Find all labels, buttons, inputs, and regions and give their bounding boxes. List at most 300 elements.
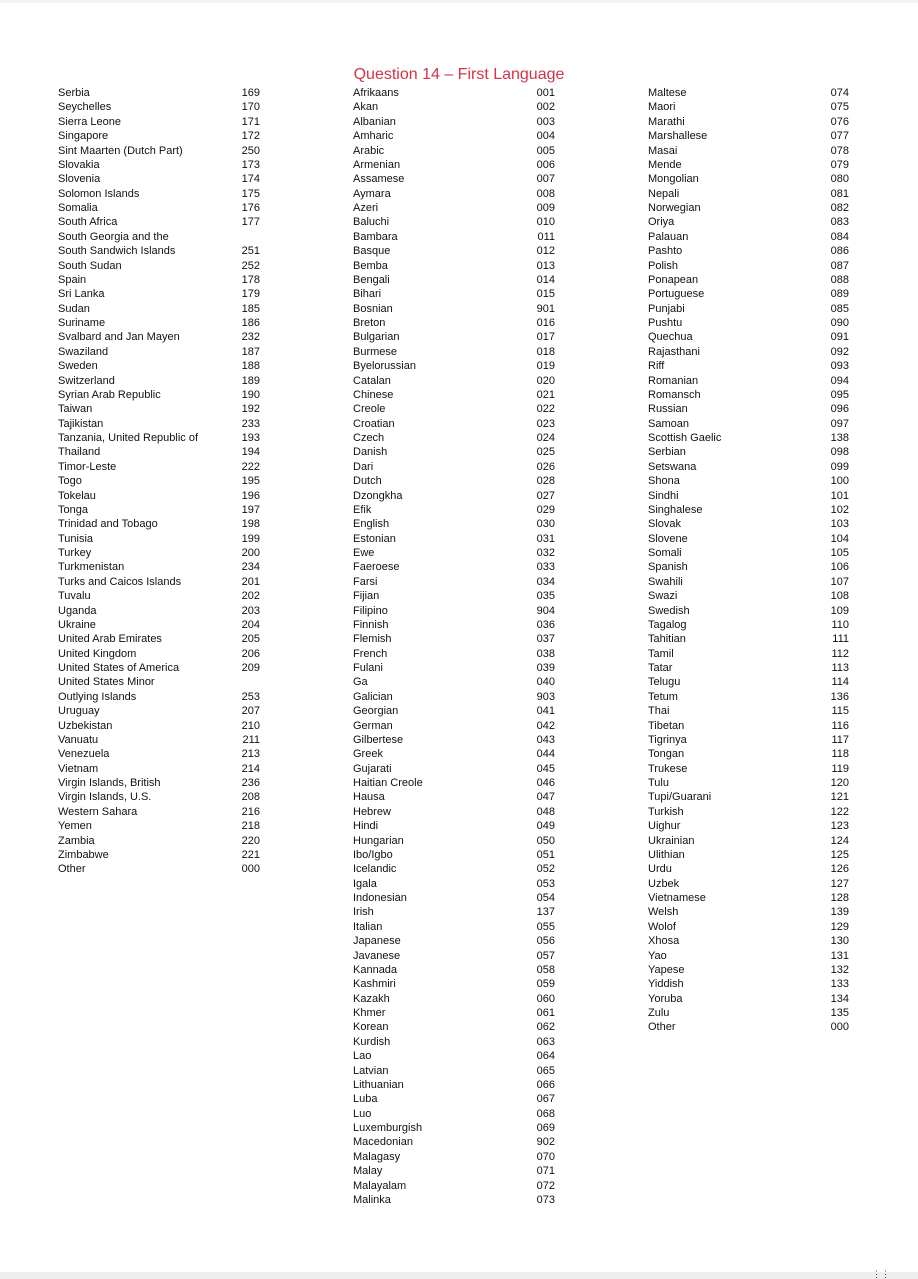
entry-name: Irish	[353, 906, 374, 919]
entry-code: 044	[536, 748, 555, 761]
entry-code: 176	[241, 202, 260, 214]
entry-code: 213	[241, 748, 260, 761]
entry-name: Korean	[353, 1021, 389, 1034]
entry-code: 070	[536, 1150, 555, 1163]
entry-name: Finnish	[353, 618, 389, 631]
entry-name: Ponapean	[648, 273, 699, 286]
entry-name: Burmese	[353, 345, 398, 358]
entry-name: Romansch	[648, 388, 701, 401]
entry-code: 094	[830, 374, 849, 387]
entry-name: Ukraine	[58, 618, 96, 631]
entry-name: Farsi	[353, 575, 378, 588]
entry-code: 202	[241, 590, 260, 603]
entry-name: Uganda	[58, 604, 97, 617]
entry-code: 082	[830, 202, 849, 214]
entry-code: 017	[536, 331, 555, 344]
entry-name: Xhosa	[648, 935, 680, 948]
entry-name: Virgin Islands, British	[58, 777, 161, 789]
entry-name: Indonesian	[353, 892, 407, 904]
entry-code: 073	[536, 1193, 555, 1206]
entry-name: Telugu	[648, 676, 681, 689]
entry-code: 048	[536, 805, 555, 818]
entry-name: Masai	[648, 144, 678, 157]
entry-code: 193	[241, 432, 260, 444]
entry-name: Tagalog	[648, 618, 687, 631]
entry-code: 113	[831, 662, 849, 674]
entry-name: Togo	[58, 475, 82, 488]
entry-code: 100	[830, 475, 849, 488]
entry-code: 026	[536, 460, 555, 473]
entry-code: 236	[241, 777, 260, 789]
entry-name: Yapese	[648, 963, 685, 976]
entry-code: 001	[536, 87, 555, 99]
entry-name: Bengali	[353, 273, 390, 286]
entry-code: 037	[536, 633, 555, 646]
entry-code: 043	[536, 733, 555, 746]
entry-name: Tonga	[58, 503, 88, 516]
entry-name: Swedish	[648, 604, 690, 617]
entry-name: Bemba	[353, 259, 388, 272]
entry-name: Welsh	[648, 906, 679, 919]
entry-code: 201	[241, 575, 260, 588]
entry-code: 034	[536, 575, 555, 588]
entry-code: 132	[830, 963, 849, 976]
entry-name: Turkey	[58, 547, 92, 559]
entry-code: 103	[830, 518, 849, 531]
entry-name: Shona	[648, 475, 680, 488]
entry-name: Ibo/Igbo	[353, 848, 393, 861]
entry-name: Switzerland	[58, 374, 115, 387]
entry-name: Punjabi	[648, 302, 685, 315]
entry-code: 052	[536, 863, 555, 876]
entry-name: Fijian	[353, 590, 380, 603]
entry-name: Palauan	[648, 230, 689, 243]
entry-name: Solomon Islands	[58, 187, 140, 200]
entry-code: 216	[241, 805, 260, 818]
entry-code: 020	[536, 374, 555, 387]
entry-name: Tigrinya	[648, 733, 687, 746]
entry-code: 005	[536, 144, 555, 157]
entry-code: 187	[241, 345, 260, 358]
entry-code: 136	[830, 690, 849, 703]
entry-name: Zimbabwe	[58, 848, 109, 861]
entry-code: 189	[241, 374, 260, 387]
entry-code: 188	[241, 360, 260, 373]
entry-code: 903	[536, 690, 555, 703]
entry-name: Oriya	[648, 216, 675, 229]
entry-code: 125	[830, 848, 849, 861]
entry-name: Pushtu	[648, 317, 683, 329]
entry-code: 067	[536, 1093, 555, 1106]
entry-name: Galician	[353, 690, 393, 703]
entry-code: 197	[241, 503, 260, 516]
entry-code: 046	[536, 777, 555, 789]
entry-code: 104	[830, 532, 849, 545]
entry-code: 097	[830, 417, 849, 430]
entry-name: South Sudan	[58, 259, 122, 272]
entry-name: Maltese	[648, 87, 687, 99]
entry-name: Luo	[353, 1107, 372, 1120]
entry-code: 121	[830, 791, 849, 804]
entry-code: 033	[536, 561, 555, 574]
entry-name: Estonian	[353, 532, 396, 545]
entry-name: Javanese	[353, 949, 401, 962]
entry-code: 192	[241, 403, 260, 416]
entry-code: 232	[241, 331, 260, 344]
entry-code: 060	[536, 992, 555, 1005]
entry-name: Byelorussian	[353, 360, 416, 373]
entry-code: 047	[536, 791, 555, 804]
entry-name: Tanzania, United Republic of	[58, 432, 199, 444]
entry-name: Setswana	[648, 460, 697, 473]
entry-name: South Georgia and the	[58, 230, 169, 243]
entry-code: 028	[536, 475, 555, 488]
entry-code: 010	[536, 216, 555, 229]
entry-name: Scottish Gaelic	[648, 432, 722, 444]
entry-code: 031	[536, 532, 555, 545]
entry-name: Latvian	[353, 1064, 389, 1077]
entry-code: 027	[536, 489, 555, 502]
entry-code: 172	[241, 130, 260, 143]
entry-name: Tokelau	[58, 489, 96, 502]
entry-code: 045	[536, 762, 555, 775]
entry-code: 124	[830, 834, 849, 847]
entry-code: 098	[830, 446, 849, 459]
entry-code: 038	[536, 647, 555, 660]
entry-name: Italian	[353, 920, 383, 933]
entry-name: South Africa	[58, 216, 118, 229]
entry-name: Trukese	[648, 762, 688, 775]
entry-name: United States of America	[58, 662, 180, 674]
entry-code: 107	[830, 575, 849, 588]
entry-name: Yoruba	[648, 992, 683, 1005]
entry-code: 902	[536, 1136, 555, 1149]
entry-code: 071	[536, 1165, 555, 1178]
entry-name: Baluchi	[353, 216, 390, 229]
entry-code: 096	[830, 403, 849, 416]
entry-code: 091	[830, 331, 849, 344]
entry-name: Western Sahara	[58, 805, 138, 818]
entry-code: 053	[536, 877, 555, 890]
entry-code: 040	[536, 676, 555, 689]
entry-code: 061	[536, 1007, 555, 1019]
entry-name: Tulu	[648, 777, 669, 789]
entry-code: 214	[241, 762, 260, 775]
entry-code: 079	[830, 158, 849, 171]
entry-name: Sierra Leone	[58, 115, 121, 128]
entry-code: 059	[536, 978, 555, 991]
entry-code: 128	[830, 892, 849, 904]
entry-name: Syrian Arab Republic	[58, 388, 161, 401]
entry-name: English	[353, 518, 390, 531]
entry-name: Turkmenistan	[58, 561, 125, 574]
entry-code: 179	[241, 288, 260, 301]
entry-name: Dzongkha	[353, 489, 403, 502]
entry-code: 101	[830, 489, 849, 502]
entry-name: Efik	[353, 503, 372, 516]
entry-code: 050	[536, 834, 555, 847]
entry-name: Hausa	[353, 791, 385, 804]
entry-name: Hungarian	[353, 834, 404, 847]
entry-name: Sint Maarten (Dutch Part)	[58, 144, 183, 157]
entry-name: Chinese	[353, 388, 394, 401]
entry-code: 218	[241, 820, 260, 833]
entry-name: Trinidad and Tobago	[58, 518, 158, 531]
entry-name: Vietnam	[58, 762, 99, 775]
entry-code: 208	[241, 791, 260, 804]
entry-name: Venezuela	[58, 748, 110, 761]
entry-code: 089	[830, 288, 849, 301]
entry-code: 022	[536, 403, 555, 416]
entry-name: Kurdish	[353, 1035, 391, 1048]
entry-code: 054	[536, 892, 555, 904]
entry-name: Amharic	[353, 130, 394, 143]
entry-name: Other	[648, 1021, 676, 1034]
entry-code: 137	[536, 906, 555, 919]
entry-name: Sri Lanka	[58, 288, 105, 301]
entry-name: Luba	[353, 1093, 378, 1106]
entry-code: 126	[830, 863, 849, 876]
entry-name: Uzbek	[648, 877, 680, 890]
entry-name: Afrikaans	[353, 87, 399, 99]
entry-name: Pashto	[648, 245, 683, 258]
entry-code: 110	[831, 618, 849, 631]
entry-code: 062	[536, 1021, 555, 1034]
entry-name: Fulani	[353, 662, 383, 674]
entry-name: Danish	[353, 446, 388, 459]
entry-code: 039	[536, 662, 555, 674]
entry-name: Bulgarian	[353, 331, 400, 344]
entry-name: Tajikistan	[58, 417, 104, 430]
entry-code: 087	[830, 259, 849, 272]
entry-code: 000	[241, 863, 260, 876]
entry-name: Dutch	[353, 475, 382, 488]
entry-name: Greek	[353, 748, 383, 761]
entry-code: 088	[830, 273, 849, 286]
entry-name: Yao	[648, 949, 667, 962]
entry-code: 006	[536, 158, 555, 171]
entry-name: Tunisia	[58, 532, 94, 545]
entry-name: Marshallese	[648, 130, 708, 143]
entry-code: 021	[536, 388, 555, 401]
entry-code: 178	[241, 273, 260, 286]
entry-name: Arabic	[353, 144, 385, 157]
entry-code: 220	[241, 834, 260, 847]
entry-name: French	[353, 647, 388, 660]
entry-code: 170	[241, 101, 260, 114]
entry-name: Romanian	[648, 374, 699, 387]
entry-code: 013	[536, 259, 555, 272]
entry-code: 106	[830, 561, 849, 574]
entry-name: Macedonian	[353, 1136, 413, 1149]
entry-name: South Sandwich Islands	[58, 245, 176, 258]
entry-code: 036	[536, 618, 555, 631]
entry-name: Malinka	[353, 1193, 391, 1206]
entry-name: Aymara	[353, 187, 391, 200]
entry-code: 234	[241, 561, 260, 574]
page-title: Question 14 – First Language	[353, 66, 565, 83]
entry-code: 120	[830, 777, 849, 789]
entry-code: 222	[241, 460, 260, 473]
entry-code: 196	[241, 489, 260, 502]
entry-name: Slovenia	[58, 173, 101, 186]
entry-name: Tahitian	[648, 633, 686, 646]
entry-code: 092	[830, 345, 849, 358]
entry-name: Croatian	[353, 417, 395, 430]
entry-name: Slovakia	[58, 158, 100, 171]
entry-code: 250	[241, 144, 260, 157]
entry-code: 085	[830, 302, 849, 315]
entry-name: Serbian	[648, 446, 686, 459]
entry-name: Uruguay	[58, 705, 100, 718]
entry-code: 138	[830, 432, 849, 444]
entry-code: 198	[241, 518, 260, 531]
entry-code: 251	[241, 245, 260, 258]
entry-name: Tuvalu	[58, 590, 91, 603]
entry-name: Russian	[648, 403, 688, 416]
entry-name: Tamil	[648, 647, 674, 660]
document-page	[0, 3, 918, 1272]
bottom-bar	[0, 1269, 918, 1279]
entry-code: 056	[536, 935, 555, 948]
entry-code: 075	[830, 101, 849, 114]
entry-name: Filipino	[353, 604, 388, 617]
entry-name: Samoan	[648, 417, 689, 430]
entry-name: Singhalese	[648, 503, 703, 516]
entry-code: 072	[536, 1179, 555, 1192]
entry-name: Malayalam	[353, 1179, 407, 1192]
entry-code: 199	[241, 532, 260, 545]
entry-name: Riff	[648, 360, 665, 373]
entry-code: 108	[830, 590, 849, 603]
entry-name: Timor-Leste	[58, 460, 117, 473]
entry-name: Armenian	[353, 158, 401, 171]
entry-name: Igala	[353, 877, 377, 890]
entry-code: 055	[536, 920, 555, 933]
entry-code: 207	[241, 705, 260, 718]
entry-code: 049	[536, 820, 555, 833]
entry-name: Seychelles	[58, 101, 112, 114]
entry-code: 080	[830, 173, 849, 186]
entry-code: 195	[241, 475, 260, 488]
entry-name: Marathi	[648, 115, 685, 128]
entry-name: Khmer	[353, 1007, 386, 1019]
entry-name: Haitian Creole	[353, 777, 423, 789]
entry-code: 035	[536, 590, 555, 603]
entry-code: 011	[537, 230, 555, 243]
entry-code: 095	[830, 388, 849, 401]
entry-code: 063	[536, 1035, 555, 1048]
entry-name: Sweden	[58, 360, 98, 373]
entry-code: 012	[536, 245, 555, 258]
entry-code: 177	[241, 216, 260, 229]
entry-name: Czech	[353, 432, 385, 444]
entry-name: Swahili	[648, 575, 683, 588]
entry-name: Kannada	[353, 963, 398, 976]
entry-name: Svalbard and Jan Mayen	[58, 331, 180, 344]
entry-name: Outlying Islands	[58, 690, 137, 703]
entry-name: Other	[58, 863, 86, 876]
entry-code: 119	[831, 762, 849, 775]
entry-name: Ga	[353, 676, 368, 689]
entry-name: Serbia	[58, 87, 90, 99]
entry-name: United Arab Emirates	[58, 633, 162, 646]
entry-name: Japanese	[353, 935, 401, 948]
entry-code: 117	[831, 733, 849, 746]
entry-name: Basque	[353, 245, 391, 258]
entry-code: 086	[830, 245, 849, 258]
entry-code: 133	[830, 978, 849, 991]
entry-code: 205	[241, 633, 260, 646]
entry-code: 000	[830, 1021, 849, 1034]
entry-name: Yemen	[58, 820, 92, 833]
entry-name: Norwegian	[648, 202, 701, 214]
entry-name: Polish	[648, 259, 678, 272]
entry-name: Ewe	[353, 547, 375, 559]
entry-code: 065	[536, 1064, 555, 1077]
entry-code: 253	[241, 690, 260, 703]
entry-name: Somali	[648, 547, 682, 559]
entry-code: 135	[830, 1007, 849, 1019]
entry-code: 116	[831, 719, 849, 732]
entry-code: 102	[830, 503, 849, 516]
entry-code: 068	[536, 1107, 555, 1120]
entry-name: Somalia	[58, 202, 98, 214]
entry-name: Dari	[353, 460, 374, 473]
entry-name: Rajasthani	[648, 345, 700, 358]
entry-name: Sudan	[58, 302, 90, 315]
entry-name: Luxemburgish	[353, 1122, 423, 1134]
entry-name: Nepali	[648, 187, 680, 200]
entry-name: Tatar	[648, 662, 673, 674]
entry-name: United Kingdom	[58, 647, 137, 660]
entry-name: Uighur	[648, 820, 681, 833]
entry-name: Thailand	[58, 446, 101, 459]
entry-code: 175	[241, 187, 260, 200]
entry-name: Portuguese	[648, 288, 705, 301]
entry-code: 105	[830, 547, 849, 559]
entry-code: 233	[241, 417, 260, 430]
entry-name: Malagasy	[353, 1150, 401, 1163]
entry-name: Turks and Caicos Islands	[58, 575, 182, 588]
entry-code: 076	[830, 115, 849, 128]
entry-code: 129	[830, 920, 849, 933]
entry-code: 024	[536, 432, 555, 444]
entry-code: 114	[831, 676, 849, 689]
entry-name: Bihari	[353, 288, 382, 301]
entry-code: 032	[536, 547, 555, 559]
entry-code: 127	[830, 877, 849, 890]
entry-code: 018	[536, 345, 555, 358]
entry-name: Maori	[648, 101, 676, 114]
entry-code: 019	[536, 360, 555, 373]
entry-code: 206	[241, 647, 260, 660]
entry-code: 200	[241, 547, 260, 559]
entry-code: 252	[241, 259, 260, 272]
entry-code: 211	[242, 733, 260, 746]
entry-code: 009	[536, 202, 555, 214]
entry-code: 099	[830, 460, 849, 473]
entry-code: 123	[830, 820, 849, 833]
entry-name: Ukrainian	[648, 834, 695, 847]
entry-code: 015	[536, 288, 555, 301]
entry-code: 134	[830, 992, 849, 1005]
entry-code: 042	[536, 719, 555, 732]
entry-code: 209	[241, 662, 260, 674]
entry-name: Urdu	[648, 863, 672, 876]
grip-dots-icon[interactable]: ⋮⋮	[872, 1269, 890, 1279]
entry-name: Suriname	[58, 317, 106, 329]
